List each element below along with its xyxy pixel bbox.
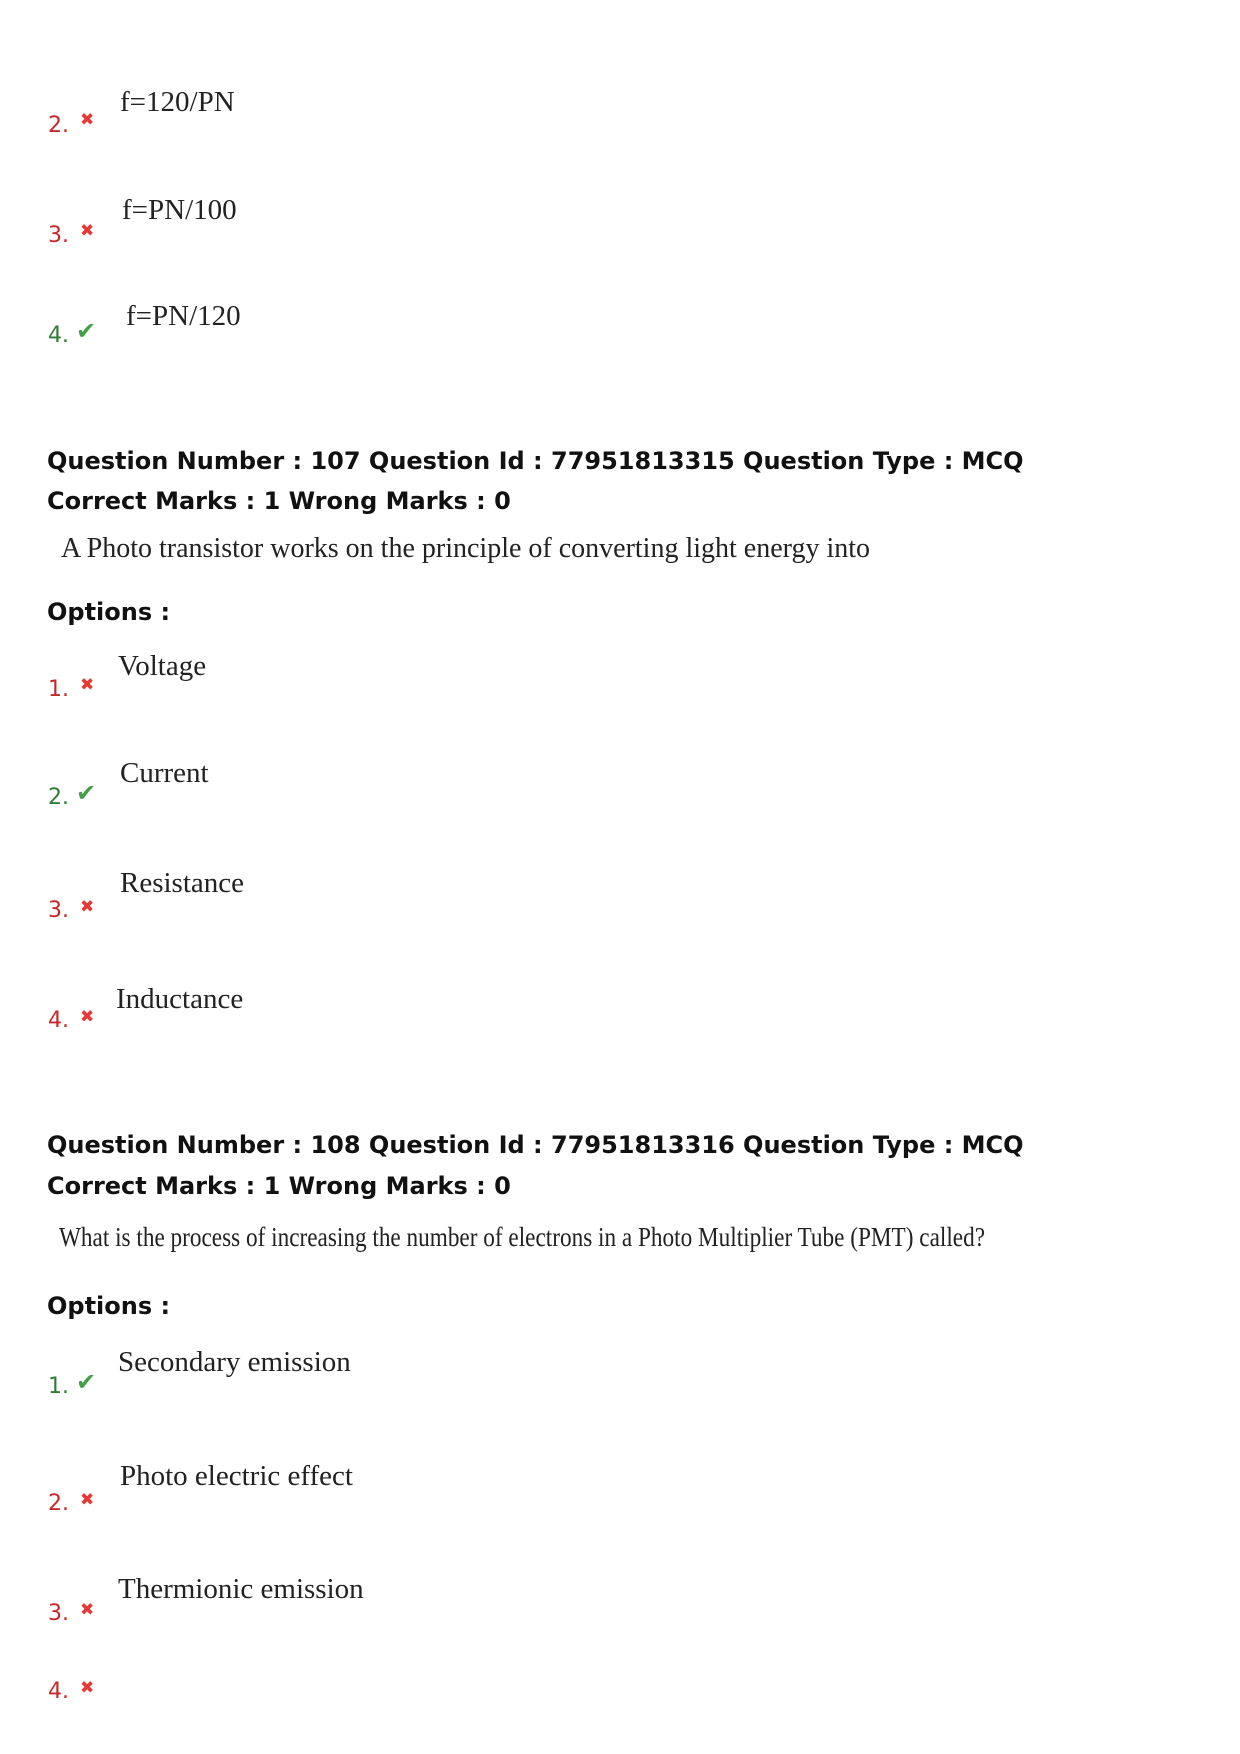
option-number: 2. [48,785,69,810]
option-number: 2. [48,1491,69,1516]
question-header: Question Number : 107 Question Id : 77951813315 Question Type : MCQ [47,447,1024,475]
option-text: Current [120,757,209,789]
option-text: f=120/PN [120,86,235,118]
check-icon: ✔ [76,779,97,807]
cross-icon: ✖ [80,897,95,917]
option-number: 1. [48,1374,69,1399]
question-text: A Photo transistor works on the principle of converting light energy into [61,533,871,564]
cross-icon: ✖ [80,675,95,695]
option-number: 3. [48,223,69,248]
option-text: Photo electric effect [120,1460,353,1492]
options-label: Options : [47,598,171,626]
cross-icon: ✖ [80,221,95,241]
cross-icon: ✖ [80,110,95,130]
cross-icon: ✖ [80,1678,95,1698]
option-text: Secondary emission [118,1346,351,1378]
check-icon: ✔ [76,317,97,345]
option-text: Resistance [120,867,245,899]
question-marks: Correct Marks : 1 Wrong Marks : 0 [47,1172,511,1200]
question-text: What is the process of increasing the number of electrons in a Photo Multiplier Tube (PMT) called? [59,1222,986,1252]
option-number: 3. [48,898,69,923]
check-icon: ✔ [76,1368,97,1396]
option-number: 3. [48,1601,69,1626]
option-text: f=PN/120 [126,300,241,332]
option-text: f=PN/100 [122,194,237,226]
option-text: Inductance [116,983,244,1015]
option-number: 2. [48,113,69,138]
option-number: 1. [48,677,69,702]
options-label: Options : [47,1292,171,1320]
cross-icon: ✖ [80,1490,95,1510]
cross-icon: ✖ [80,1600,95,1620]
option-number: 4. [48,323,69,348]
option-number: 4. [48,1679,69,1704]
option-number: 4. [48,1008,69,1033]
option-text: Voltage [118,650,207,682]
option-text: Thermionic emission [118,1573,364,1605]
cross-icon: ✖ [80,1007,95,1027]
question-header: Question Number : 108 Question Id : 77951813316 Question Type : MCQ [47,1131,1024,1159]
question-marks: Correct Marks : 1 Wrong Marks : 0 [47,487,511,515]
